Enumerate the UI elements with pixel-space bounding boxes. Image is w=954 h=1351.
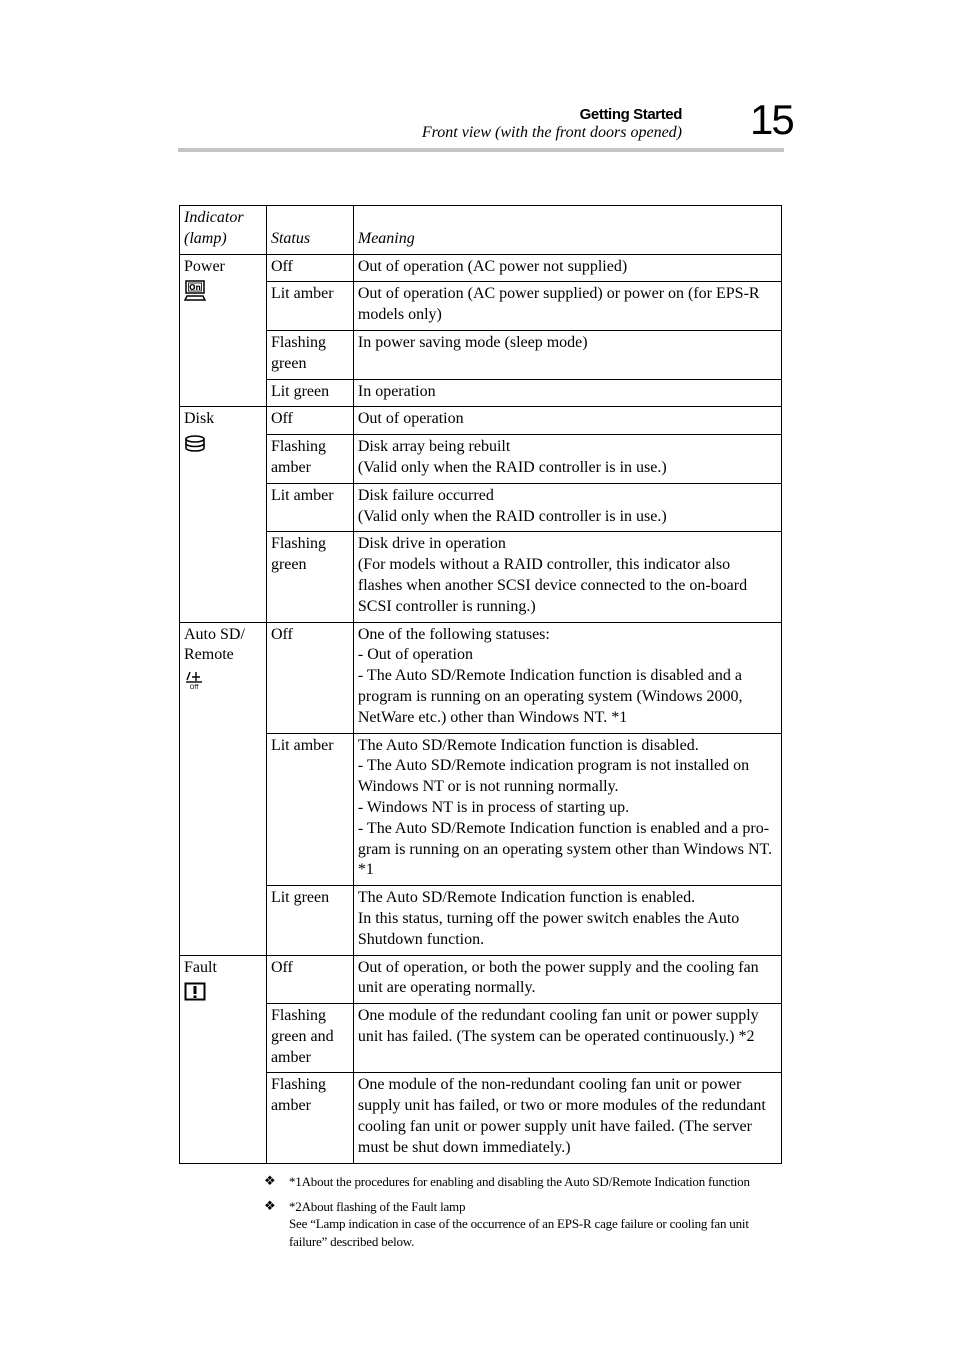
svg-text:Off: Off <box>189 684 199 692</box>
table-row <box>180 330 782 379</box>
subsection-title: Front view (with the front doors opened) <box>421 124 682 141</box>
table-row <box>180 886 782 955</box>
footnote <box>264 1173 784 1191</box>
meaning-cell <box>353 1073 781 1163</box>
diamond-bullet-icon: ❖ <box>264 1198 276 1214</box>
meaning-cell <box>353 282 781 331</box>
meaning-line: - The Auto SD/Remote Indication function is enabled and a pro-gram is running on an operating system other than Windows NT. *1 <box>357 819 773 879</box>
meaning-line: - The Auto SD/Remote indication program is not installed on Windows NT or is not running normally. <box>357 757 750 796</box>
svg-text:On: On <box>189 283 201 293</box>
status-cell: Flashing green <box>266 532 353 622</box>
status-cell: Flashing green and amber <box>266 1004 353 1073</box>
meaning-line: Disk failure occurred <box>357 486 494 504</box>
table-row <box>180 435 782 484</box>
indicator-cell <box>180 407 267 622</box>
footnotes <box>264 1173 784 1257</box>
meaning-line: The Auto SD/Remote Indication function is enabled. <box>357 889 696 907</box>
section-title: Getting Started <box>579 106 682 123</box>
table-row <box>180 532 782 622</box>
meaning-cell <box>353 435 781 484</box>
indicator-name: Auto SD/ Remote <box>184 625 245 664</box>
meaning-cell <box>353 483 781 532</box>
status-cell: Off <box>266 955 353 1004</box>
meaning-cell <box>353 379 781 407</box>
meaning-line: One module of the non-redundant cooling fan unit or power supply unit has failed, or two or more modules of the redundant cooling fan unit or power supply unit have failed. (The server must be shut down immediately.) <box>357 1076 766 1156</box>
meaning-line: Out of operation (AC power not supplied) <box>357 257 628 275</box>
table-row <box>180 407 782 435</box>
running-header <box>422 106 682 142</box>
meaning-cell <box>353 955 781 1004</box>
status-cell: Lit amber <box>266 282 353 331</box>
meaning-line: In power saving mode (sleep mode) <box>357 333 588 351</box>
table-row <box>180 1004 782 1073</box>
meaning-cell <box>353 1004 781 1073</box>
meaning-line: - The Auto SD/Remote Indication function is disabled and a program is running on an operating system (Windows 2000, NetWare etc.) other than Windows NT. *1 <box>357 667 743 726</box>
meaning-line: One of the following statuses: <box>357 625 550 643</box>
header-indicator-line1: Indicator <box>184 209 244 226</box>
table-body <box>180 254 782 1163</box>
status-cell: Lit amber <box>266 483 353 532</box>
meaning-cell <box>353 407 781 435</box>
footnote-line: See “Lamp indication in case of the occurrence of an EPS-R cage failure or cooling fan unit failure” described below. <box>289 1216 749 1249</box>
footnote-line: *2About flashing of the Fault lamp <box>289 1198 466 1214</box>
status-cell: Off <box>266 254 353 282</box>
table-row <box>180 282 782 331</box>
table-row <box>180 1073 782 1163</box>
header-indicator <box>180 206 267 255</box>
indicator-name: Disk <box>184 410 215 428</box>
header-indicator-line2: (lamp) <box>184 229 227 247</box>
header-meaning: Meaning <box>353 206 781 255</box>
auto-sd-remote-icon <box>184 669 206 691</box>
status-cell: Off <box>266 622 353 733</box>
indicator-table <box>179 205 782 1164</box>
table-row <box>180 955 782 1004</box>
meaning-line: (For models without a RAID controller, this indicator also flashes when another SCSI device connected to the on-board SCSI controller is running.) <box>357 556 748 615</box>
meaning-cell <box>353 733 781 886</box>
status-cell: Lit amber <box>266 733 353 886</box>
table-header-row <box>180 206 782 255</box>
meaning-line: (Valid only when the RAID controller is in use.) <box>357 458 667 476</box>
meaning-line: In this status, turning off the power switch enables the Auto Shutdown function. <box>357 909 740 948</box>
meaning-cell <box>353 532 781 622</box>
meaning-line: One module of the redundant cooling fan unit or power supply unit has failed. (The system can be operated continuously.) *2 <box>357 1007 759 1045</box>
indicator-cell <box>180 955 267 1163</box>
meaning-line: Out of operation <box>357 410 464 428</box>
table-row <box>180 622 782 733</box>
table-row <box>180 483 782 532</box>
diamond-bullet-icon: ❖ <box>264 1174 276 1189</box>
table-row <box>180 733 782 886</box>
meaning-cell <box>353 330 781 379</box>
meaning-cell <box>353 622 781 733</box>
meaning-line: Disk drive in operation <box>357 535 506 553</box>
indicator-name: Fault <box>184 958 217 976</box>
disk-icon <box>184 433 206 455</box>
meaning-line: In operation <box>357 382 436 400</box>
meaning-line: Out of operation (AC power supplied) or power on (for EPS-R models only) <box>357 285 760 324</box>
status-cell: Lit green <box>266 379 353 407</box>
power-on-icon <box>184 280 206 302</box>
header-rule <box>178 148 784 152</box>
table-row <box>180 254 782 282</box>
table-row <box>180 379 782 407</box>
footnote <box>264 1198 784 1251</box>
status-cell: Flashing amber <box>266 435 353 484</box>
footnote-line: *1About the procedures for enabling and disabling the Auto SD/Remote Indication function <box>289 1174 750 1189</box>
page-number: 15 <box>750 96 793 143</box>
status-cell: Off <box>266 407 353 435</box>
meaning-line: (Valid only when the RAID controller is in use.) <box>357 507 667 525</box>
status-cell: Flashing amber <box>266 1073 353 1163</box>
meaning-line: - Windows NT is in process of starting up. <box>357 798 630 816</box>
status-cell: Lit green <box>266 886 353 955</box>
indicator-cell <box>180 254 267 407</box>
meaning-line: Disk array being rebuilt <box>357 438 511 456</box>
meaning-cell <box>353 254 781 282</box>
header-status: Status <box>266 206 353 255</box>
fault-icon <box>184 981 206 1003</box>
meaning-cell <box>353 886 781 955</box>
indicator-cell <box>180 622 267 955</box>
indicator-name: Power <box>184 257 225 275</box>
meaning-line: The Auto SD/Remote Indication function is disabled. <box>357 736 699 754</box>
status-cell: Flashing green <box>266 330 353 379</box>
meaning-line: - Out of operation <box>357 646 473 664</box>
meaning-line: Out of operation, or both the power supply and the cooling fan unit are operating normally. <box>357 958 759 997</box>
